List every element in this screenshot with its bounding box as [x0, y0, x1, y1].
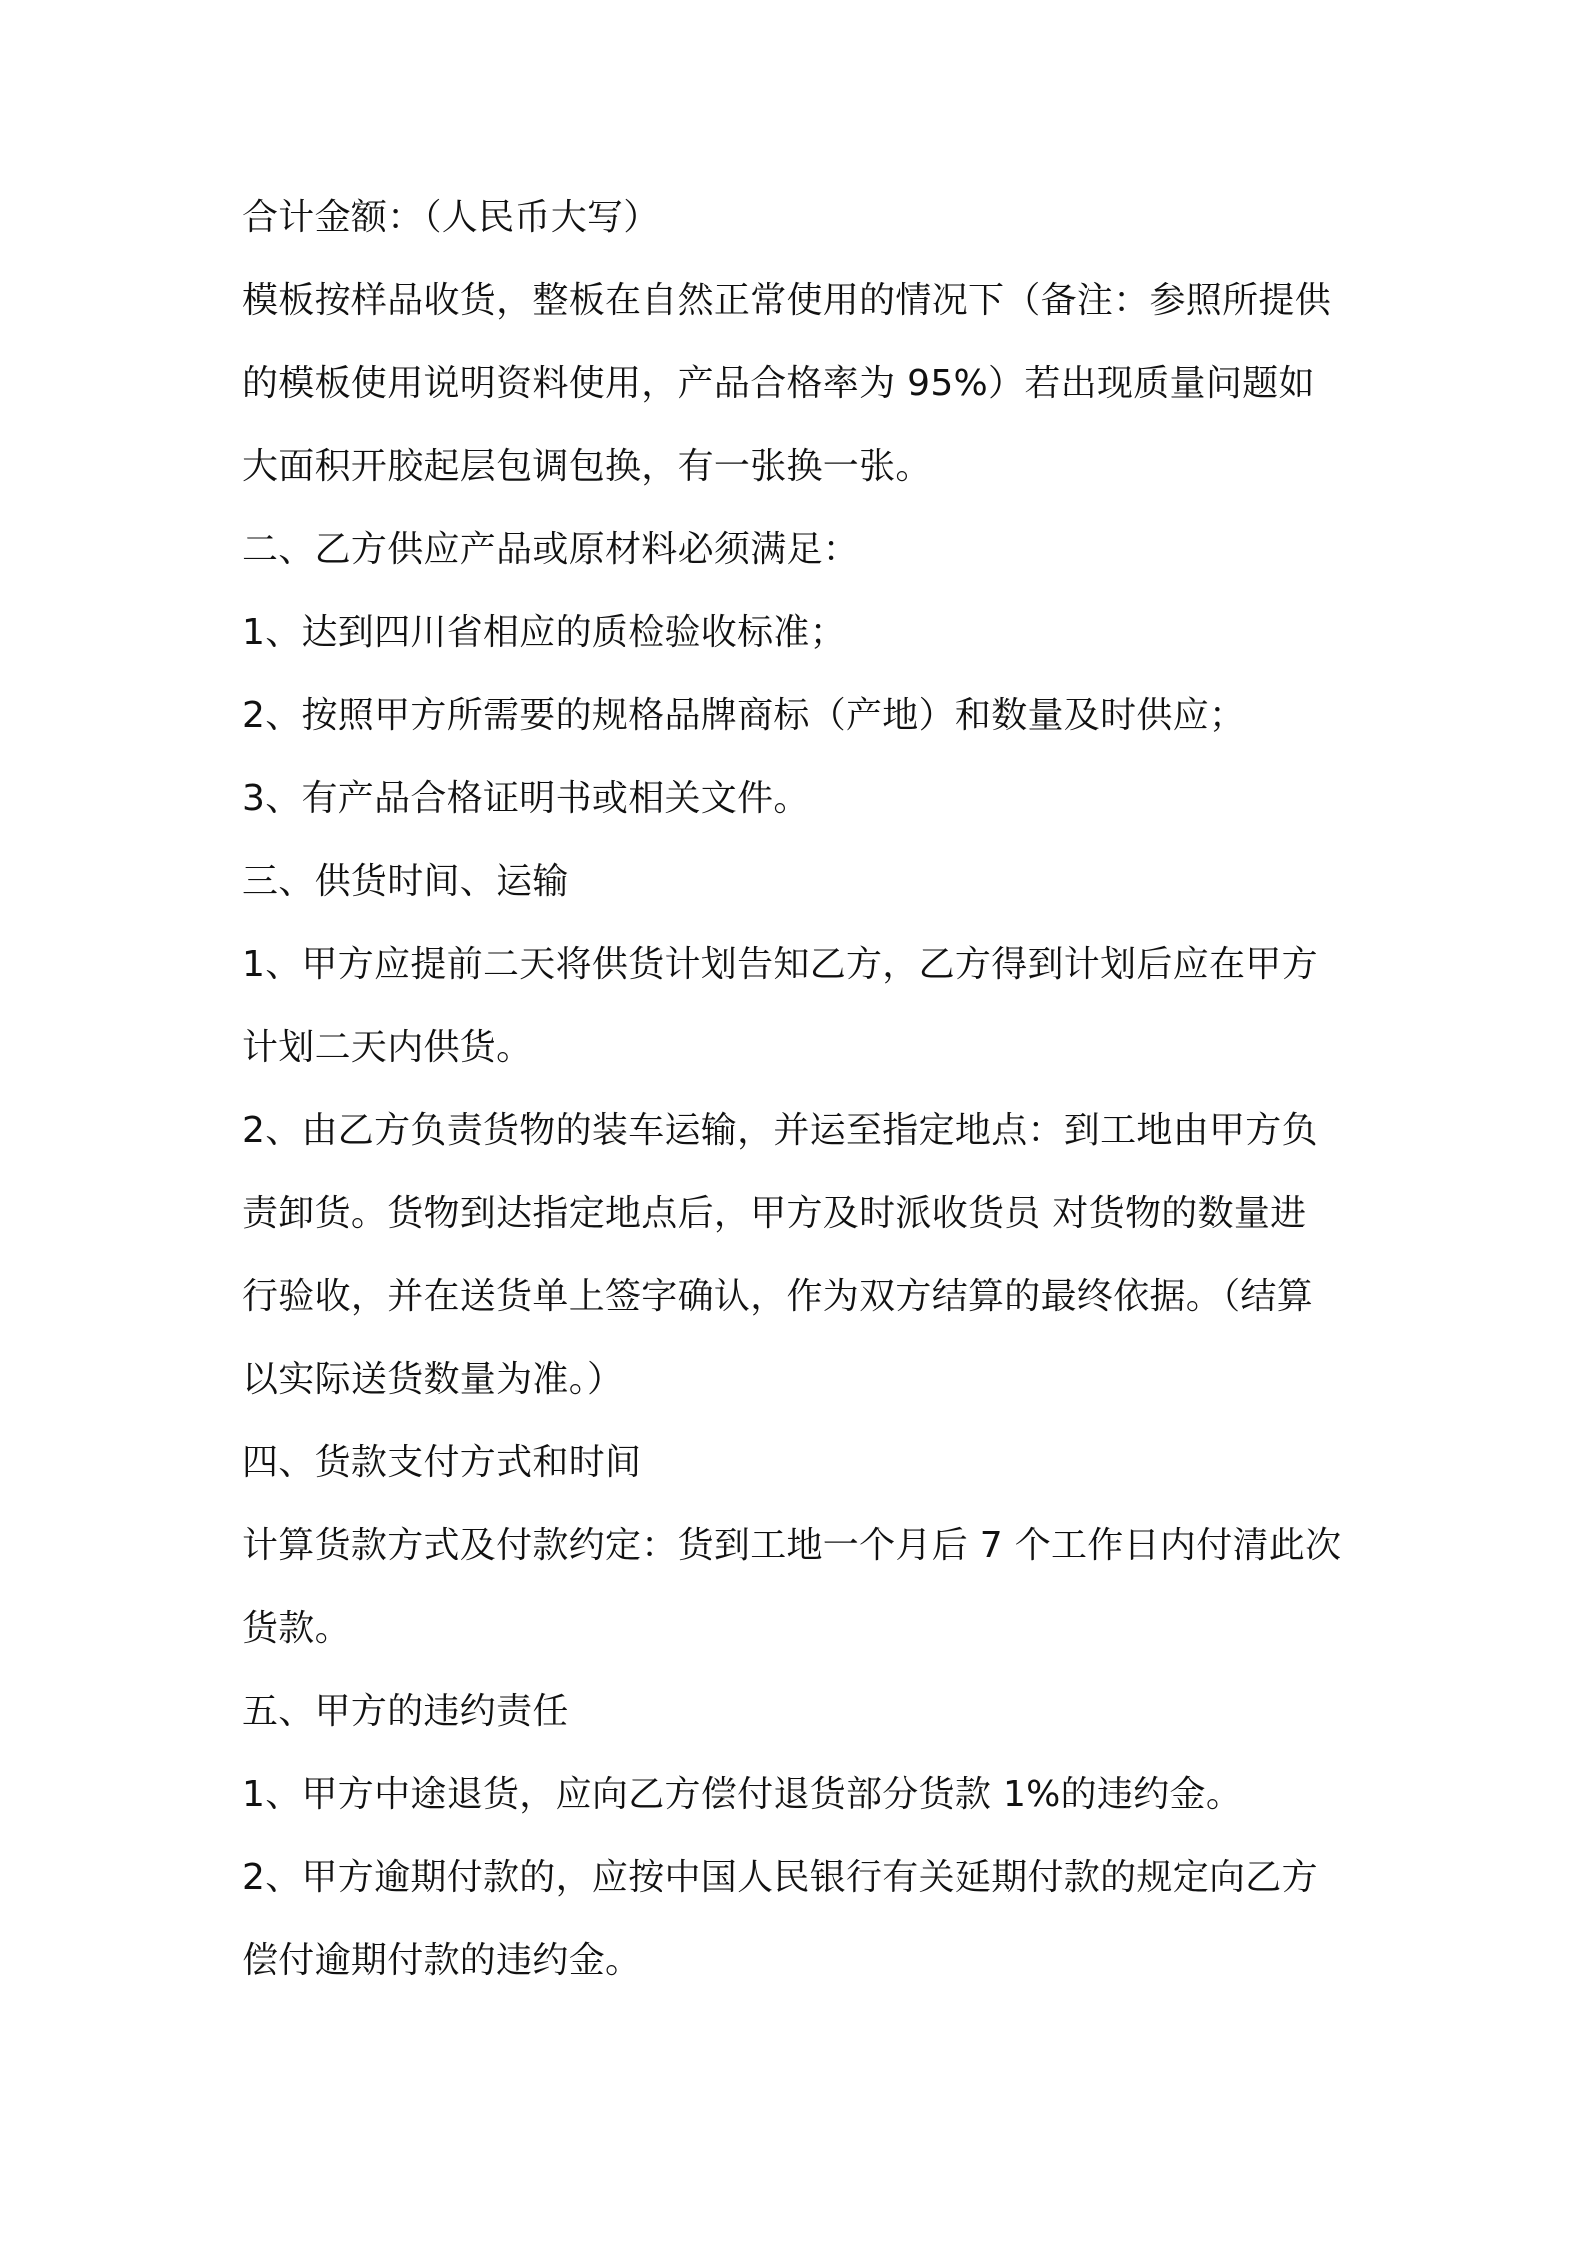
section-3-item-2-line-2: 责卸货。货物到达指定地点后，甲方及时派收货员 对货物的数量进 — [242, 1193, 1307, 1234]
section-3-item-1-line-2: 计划二天内供货。 — [242, 1027, 533, 1068]
template-acceptance-line-3: 大面积开胶起层包调包换，有一张换一张。 — [242, 446, 932, 487]
template-acceptance-line-2: 的模板使用说明资料使用，产品合格率为 95%）若出现质量问题如 — [242, 363, 1315, 404]
section-heading-2: 二、乙方供应产品或原材料必须满足： — [242, 529, 860, 570]
template-acceptance-line-1: 模板按样品收货，整板在自然正常使用的情况下（备注：参照所提供 — [242, 280, 1332, 321]
section-3-item-2-line-4: 以实际送货数量为准。） — [242, 1359, 624, 1400]
section-3-item-1-line-1: 1、甲方应提前二天将供货计划告知乙方，乙方得到计划后应在甲方 — [242, 944, 1318, 985]
section-5-item-1: 1、甲方中途退货，应向乙方偿付退货部分货款 1%的违约金。 — [242, 1774, 1243, 1815]
section-2-item-3: 3、有产品合格证明书或相关文件。 — [242, 778, 810, 819]
section-heading-4: 四、货款支付方式和时间 — [242, 1442, 642, 1483]
section-2-item-2: 2、按照甲方所需要的规格品牌商标（产地）和数量及时供应； — [242, 695, 1246, 736]
payment-terms-line-1: 计算货款方式及付款约定：货到工地一个月后 7 个工作日内付清此次 — [242, 1525, 1342, 1566]
section-heading-5: 五、甲方的违约责任 — [242, 1691, 569, 1732]
section-3-item-2-line-3: 行验收，并在送货单上签字确认，作为双方结算的最终依据。（结算 — [242, 1276, 1314, 1317]
section-3-item-2-line-1: 2、由乙方负责货物的装车运输，并运至指定地点：到工地由甲方负 — [242, 1110, 1318, 1151]
payment-terms-line-2: 货款。 — [242, 1608, 351, 1649]
section-5-item-2-line-2: 偿付逾期付款的违约金。 — [242, 1940, 642, 1981]
section-5-item-2-line-1: 2、甲方逾期付款的，应按中国人民银行有关延期付款的规定向乙方 — [242, 1857, 1318, 1898]
total-amount-line: 合计金额：（人民币大写） — [242, 197, 660, 238]
section-2-item-1: 1、达到四川省相应的质检验收标准； — [242, 612, 847, 653]
section-heading-3: 三、供货时间、运输 — [242, 861, 569, 902]
